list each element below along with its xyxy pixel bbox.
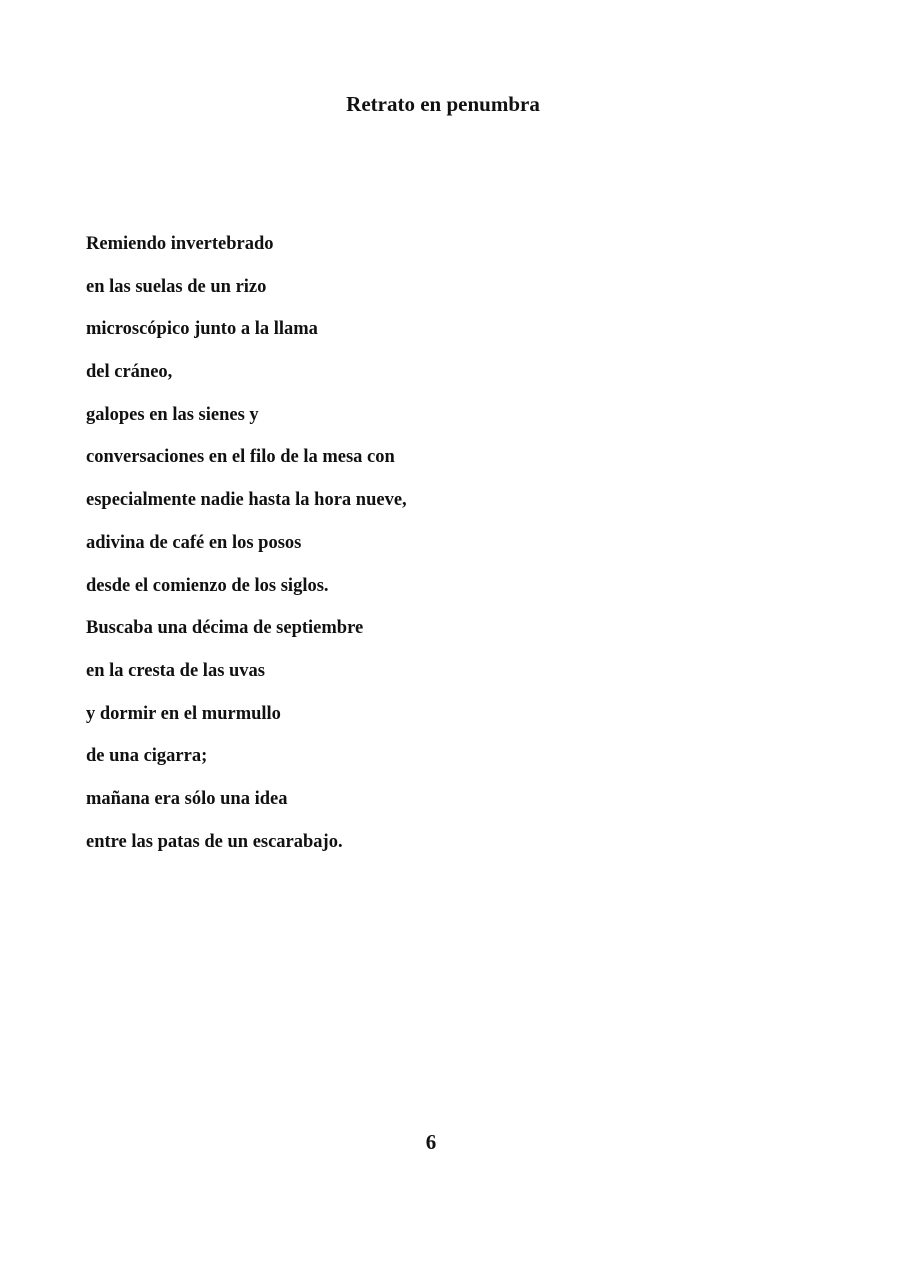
poem-line: adivina de café en los posos [86,532,302,553]
poem-line: mañana era sólo una idea [86,788,288,809]
poem-line: galopes en las sienes y [86,404,259,425]
poem-line: y dormir en el murmullo [86,703,281,724]
poem-line: en las suelas de un rizo [86,276,267,297]
poem-line: especialmente nadie hasta la hora nueve, [86,490,407,511]
poem-title: Retrato en penumbra [346,92,540,116]
poem-line: Buscaba una décima de septiembre [86,618,364,639]
poem-body [86,228,407,868]
poem-line: desde el comienzo de los siglos. [86,575,329,596]
page-number: 6 [425,1130,437,1154]
poem-line: entre las patas de un escarabajo. [86,831,343,852]
poem-line: conversaciones en el filo de la mesa con [86,447,395,468]
poem-line: en la cresta de las uvas [86,660,266,681]
poem-line: del cráneo, [86,362,173,383]
poem-line: Remiendo invertebrado [86,234,274,254]
poem-line: de una cigarra; [86,746,208,767]
poem-line: microscópico junto a la llama [86,319,318,340]
